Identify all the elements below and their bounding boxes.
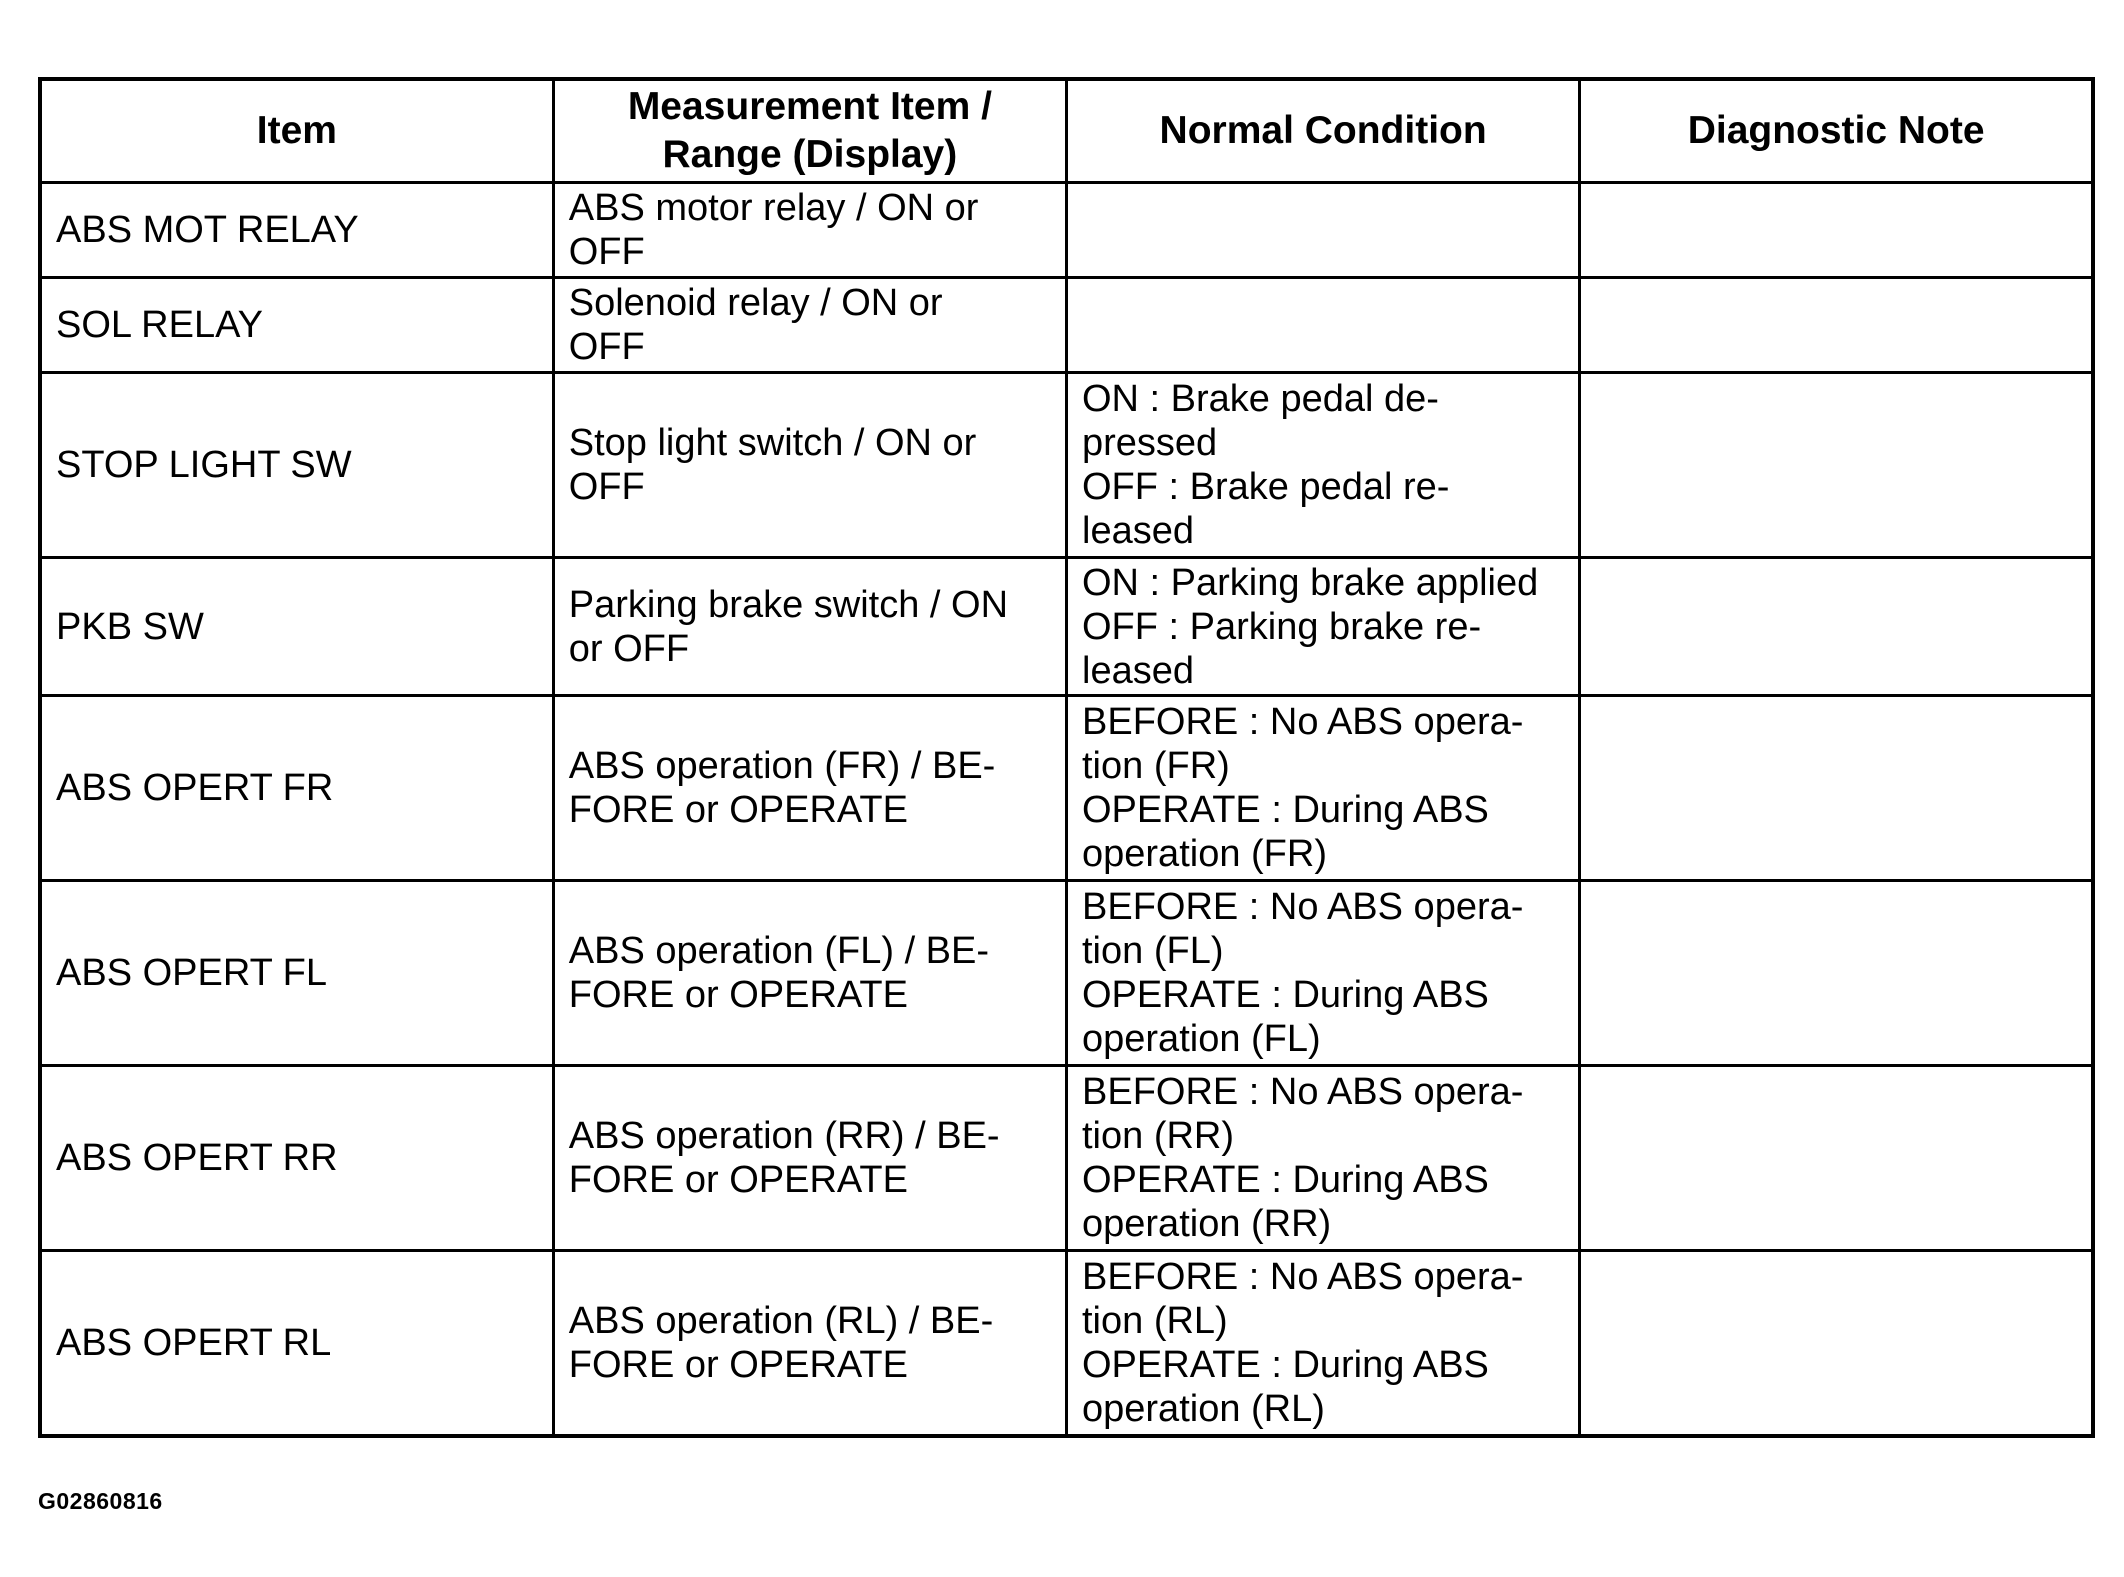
header-measurement: Measurement Item / Range (Display) <box>553 79 1066 183</box>
cell-diagnostic-note <box>1580 881 2093 1066</box>
cell-item: ABS OPERT RL <box>40 1251 553 1436</box>
cell-item: ABS OPERT RR <box>40 1066 553 1251</box>
cell-measurement: Stop light switch / ON or OFF <box>553 373 1066 558</box>
table-row <box>40 183 2093 278</box>
cell-normal-condition: ON : Parking brake applied OFF : Parking brake re- leased <box>1067 558 1580 696</box>
table-row <box>40 278 2093 373</box>
cell-normal-condition: ON : Brake pedal de- pressed OFF : Brake pedal re- leased <box>1067 373 1580 558</box>
cell-diagnostic-note <box>1580 1251 2093 1436</box>
cell-measurement: Solenoid relay / ON or OFF <box>553 278 1066 373</box>
cell-item: PKB SW <box>40 558 553 696</box>
header-normal-condition: Normal Condition <box>1067 79 1580 183</box>
cell-item: SOL RELAY <box>40 278 553 373</box>
cell-normal-condition: BEFORE : No ABS opera- tion (RR) OPERATE : During ABS operation (RR) <box>1067 1066 1580 1251</box>
cell-diagnostic-note <box>1580 696 2093 881</box>
header-item: Item <box>40 79 553 183</box>
cell-normal-condition: BEFORE : No ABS opera- tion (FR) OPERATE : During ABS operation (FR) <box>1067 696 1580 881</box>
cell-measurement: ABS operation (RL) / BE- FORE or OPERATE <box>553 1251 1066 1436</box>
cell-diagnostic-note <box>1580 1066 2093 1251</box>
cell-normal-condition <box>1067 183 1580 278</box>
cell-measurement: Parking brake switch / ON or OFF <box>553 558 1066 696</box>
cell-item: ABS OPERT FR <box>40 696 553 881</box>
figure-id: G02860816 <box>38 1488 163 1514</box>
cell-measurement: ABS operation (FL) / BE- FORE or OPERATE <box>553 881 1066 1066</box>
cell-item: STOP LIGHT SW <box>40 373 553 558</box>
cell-diagnostic-note <box>1580 373 2093 558</box>
table-row <box>40 1251 2093 1436</box>
cell-measurement: ABS operation (RR) / BE- FORE or OPERATE <box>553 1066 1066 1251</box>
cell-diagnostic-note <box>1580 558 2093 696</box>
cell-normal-condition: BEFORE : No ABS opera- tion (RL) OPERATE : During ABS operation (RL) <box>1067 1251 1580 1436</box>
table-row <box>40 558 2093 696</box>
table-row <box>40 373 2093 558</box>
cell-measurement: ABS operation (FR) / BE- FORE or OPERATE <box>553 696 1066 881</box>
cell-item: ABS OPERT FL <box>40 881 553 1066</box>
cell-measurement: ABS motor relay / ON or OFF <box>553 183 1066 278</box>
cell-normal-condition: BEFORE : No ABS opera- tion (FL) OPERATE : During ABS operation (FL) <box>1067 881 1580 1066</box>
header-diagnostic-note: Diagnostic Note <box>1580 79 2093 183</box>
table-header-row <box>40 79 2093 183</box>
table-row <box>40 881 2093 1066</box>
data-list-table <box>38 77 2095 1438</box>
table-row <box>40 1066 2093 1251</box>
cell-diagnostic-note <box>1580 278 2093 373</box>
cell-item: ABS MOT RELAY <box>40 183 553 278</box>
table-row <box>40 696 2093 881</box>
cell-diagnostic-note <box>1580 183 2093 278</box>
cell-normal-condition <box>1067 278 1580 373</box>
